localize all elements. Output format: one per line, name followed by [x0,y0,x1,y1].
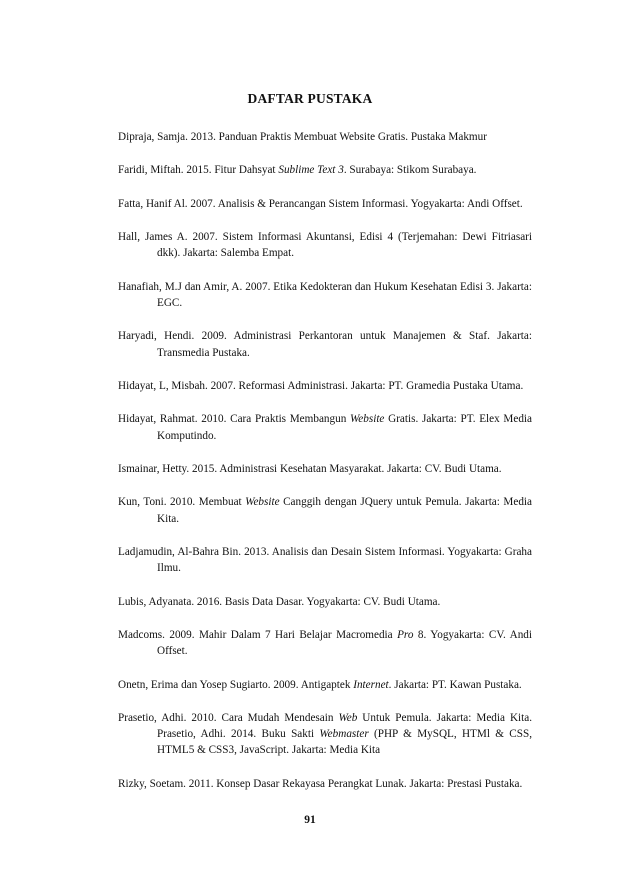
ref-text: Lubis, Adyanata. 2016. Basis Data Dasar. Yogyakarta: CV. Budi Utama. [118,595,441,608]
ref-text: Prasetio, Adhi. 2010. Cara Mudah Mendesain [118,711,339,724]
ref-text: Hall, James A. 2007. Sistem Informasi Akuntansi, Edisi 4 (Terjemahan: Dewi Fitriasari dkk). Jakarta: Salemba Empat. [118,231,532,260]
ref-italic: Internet [353,678,389,691]
ref-text: Faridi, Miftah. 2015. Fitur Dahsyat [118,164,279,177]
ref-italic: Webmaster [319,728,369,741]
reference-entry [118,196,532,212]
reference-entry [118,279,532,311]
page-title: DAFTAR PUSTAKA [247,91,373,106]
ref-text: (PHP & MySQL, HTMl & CSS, HTML5 & CSS3, JavaScript. Jakarta: Media Kita [157,728,532,757]
reference-entry [118,594,532,610]
ref-text: Kun, Toni. 2010. Membuat [118,496,246,509]
ref-italic: Pro [397,628,414,641]
reference-entry [118,776,532,792]
ref-text: Ismainar, Hetty. 2015. Administrasi Kesehatan Masyarakat. Jakarta: CV. Budi Utama. [118,462,502,475]
reference-entry [118,162,532,178]
ref-italic: Web [338,711,358,724]
ref-text: Fatta, Hanif Al. 2007. Analisis & Perancangan Sistem Informasi. Yogyakarta: Andi Offset. [118,197,523,210]
ref-italic: Website [350,413,385,426]
reference-entry [118,627,532,659]
ref-text: 8. Yogyakarta: CV. Andi Offset. [157,628,532,658]
ref-text: Gratis. Jakarta: PT. Elex Media Komputindo. [157,413,532,442]
reference-entry [118,229,532,261]
ref-italic: Website [245,496,280,509]
page-number: 91 [304,814,316,826]
ref-text: Hidayat, Rahmat. 2010. Cara Praktis Membangun [118,413,351,426]
reference-entry [118,129,532,145]
ref-text: . Surabaya: Stikom Surabaya. [343,164,477,177]
reference-entry [118,328,532,360]
ref-text: Hanafiah, M.J dan Amir, A. 2007. Etika Kedokteran dan Hukum Kesehatan Edisi 3. Jakarta: EGC. [118,280,532,309]
reference-entry [118,544,532,576]
reference-entry [118,710,532,759]
ref-text: Rizky, Soetam. 2011. Konsep Dasar Rekayasa Perangkat Lunak. Jakarta: Prestasi Pustaka. [118,777,523,790]
ref-text: Untuk Pemula. Jakarta: Media Kita. Prasetio, Adhi. 2014. Buku Sakti [157,711,533,741]
ref-text: Haryadi, Hendi. 2009. Administrasi Perkantoran untuk Manajemen & Staf. Jakarta: Transmedia Pustaka. [118,330,532,359]
ref-text: Onetn, Erima dan Yosep Sugiarto. 2009. Antigaptek [118,678,354,691]
ref-text: . Jakarta: PT. Kawan Pustaka. [388,678,522,691]
ref-text: Hidayat, L, Misbah. 2007. Reformasi Administrasi. Jakarta: PT. Gramedia Pustaka Utama. [118,379,524,392]
ref-text: Ladjamudin, Al-Bahra Bin. 2013. Analisis dan Desain Sistem Informasi. Yogyakarta: Graha Ilmu. [118,545,532,575]
ref-text: Dipraja, Samja. 2013. Panduan Praktis Membuat Website Gratis. Pustaka Makmur [118,131,487,143]
ref-italic: Sublime Text 3 [278,164,344,177]
ref-text: Madcoms. 2009. Mahir Dalam 7 Hari Belajar Macromedia [118,628,398,641]
reference-entry [118,411,532,443]
reference-entry [118,677,532,693]
reference-list [118,129,532,809]
reference-entry [118,378,532,394]
reference-entry [118,494,532,526]
ref-text: Canggih dengan JQuery untuk Pemula. Jakarta: Media Kita. [157,496,532,525]
reference-entry [118,461,532,477]
